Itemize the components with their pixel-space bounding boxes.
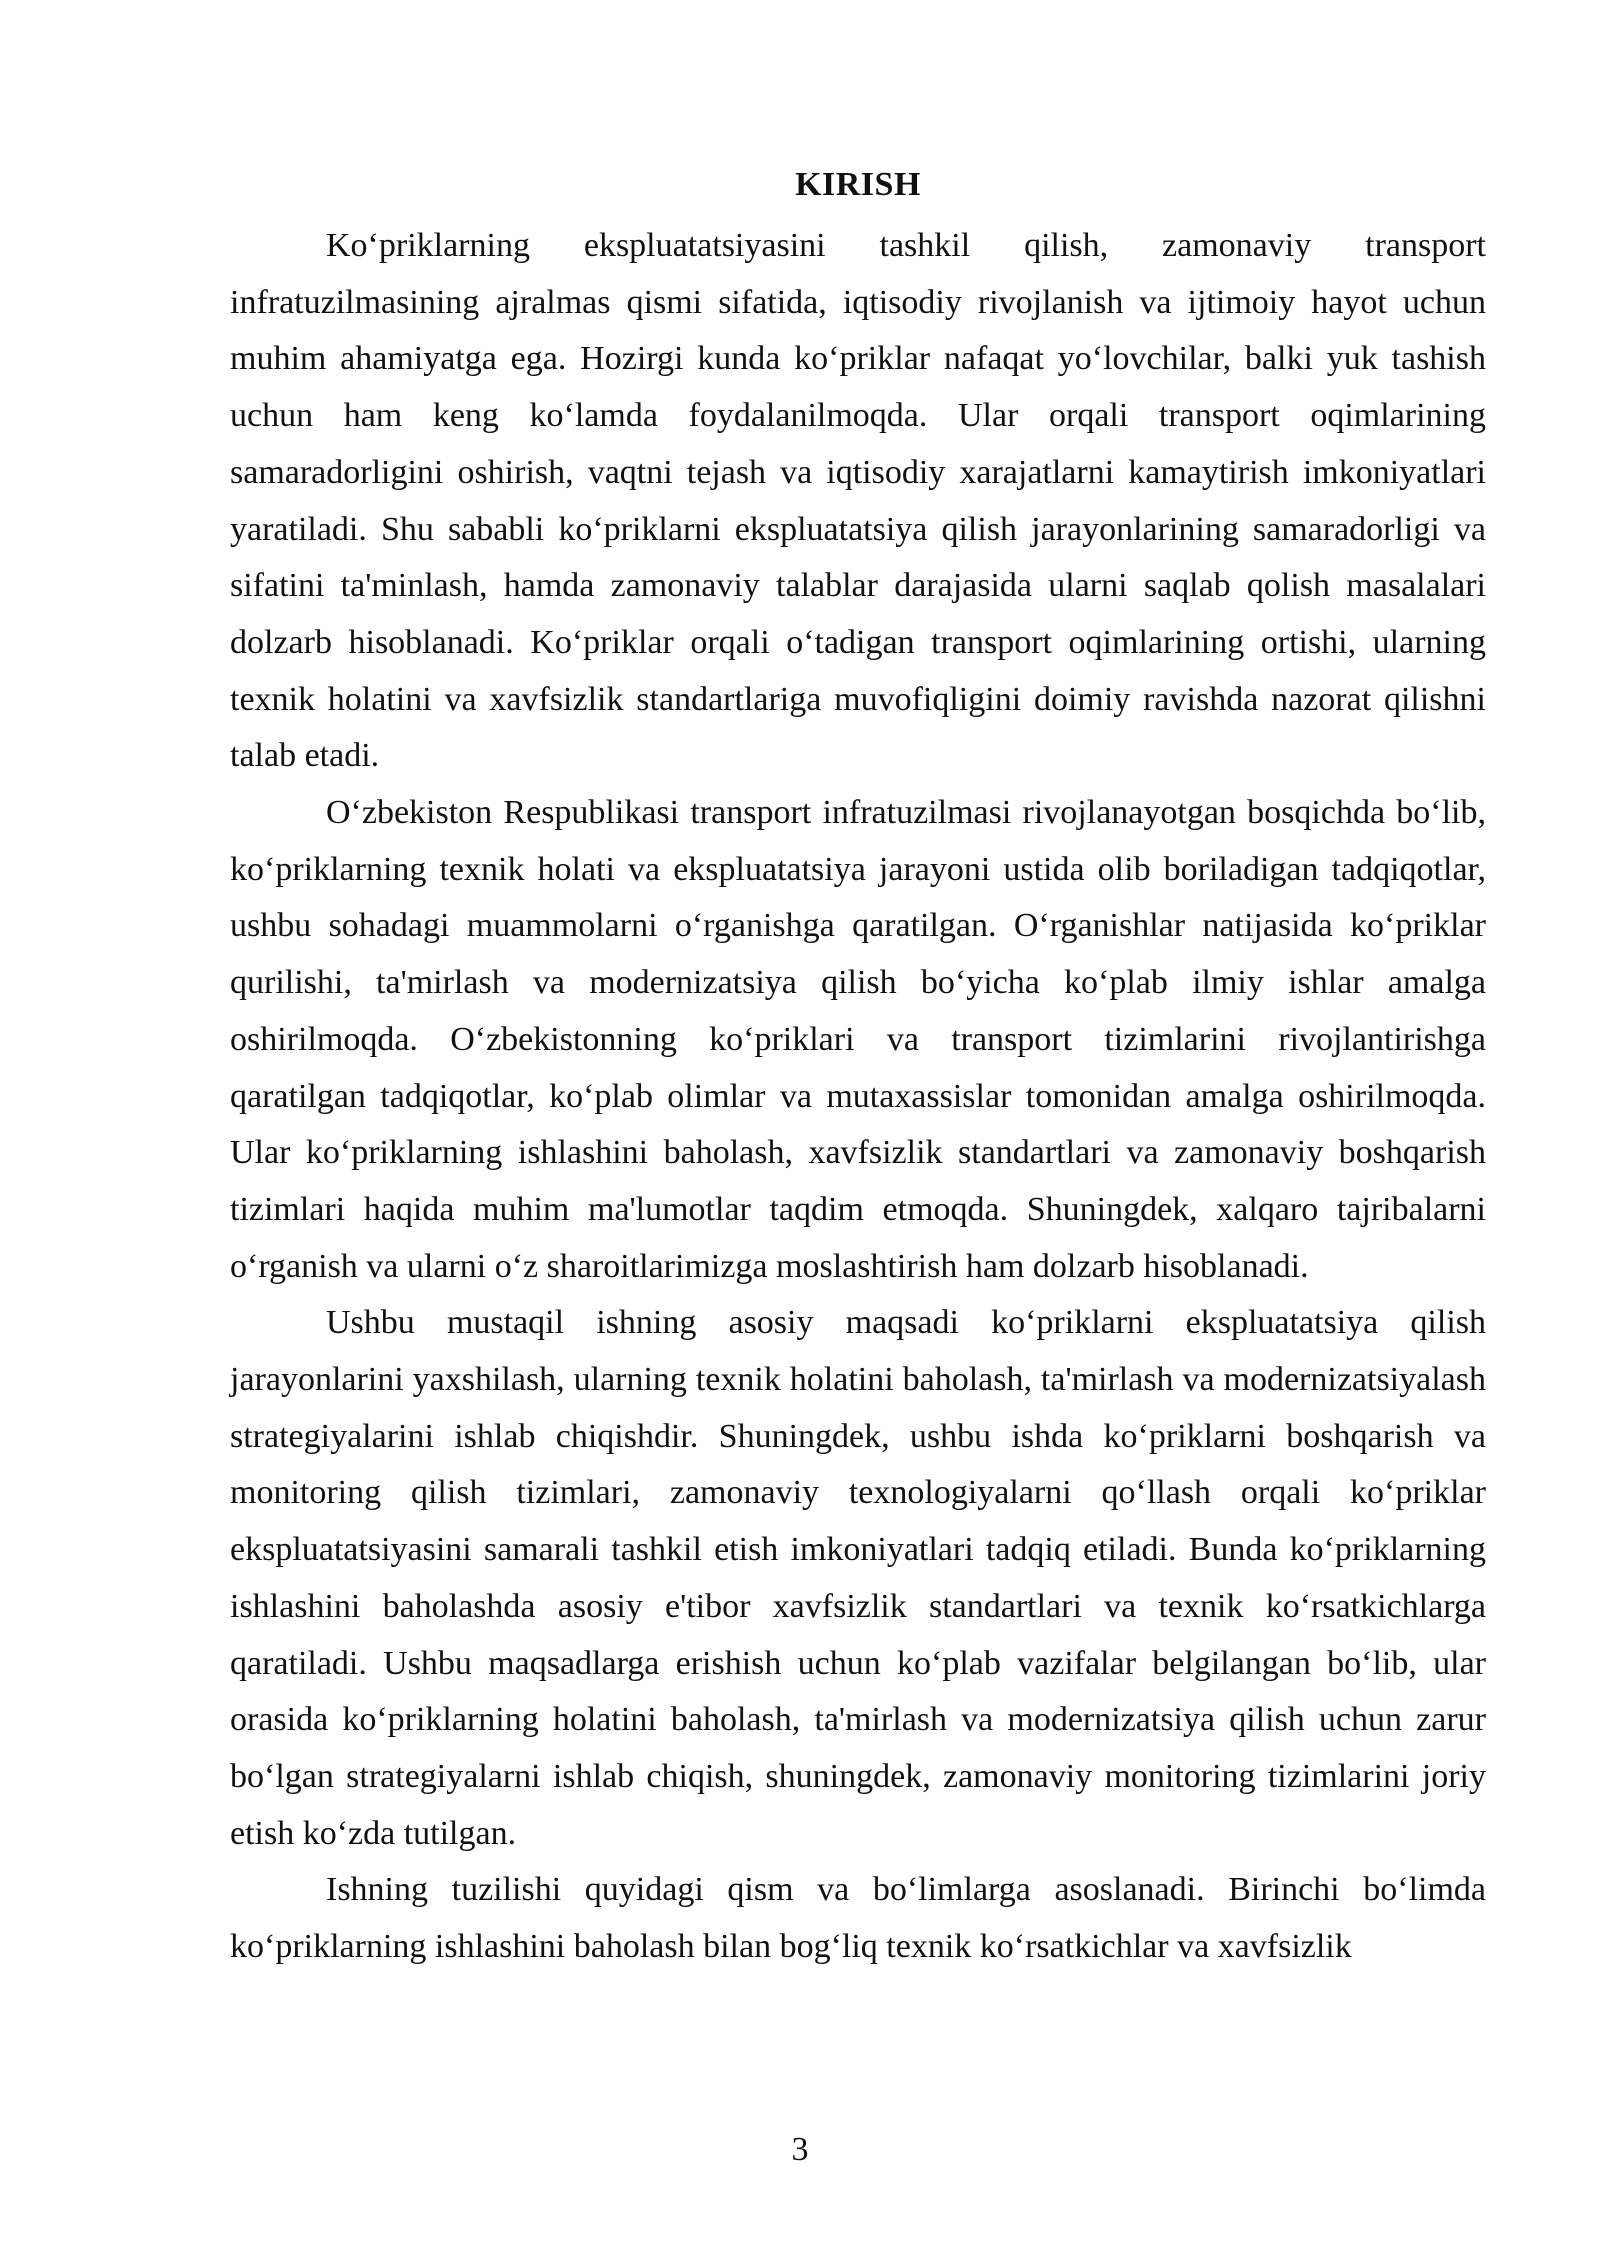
- paragraph-3: Ushbu mustaqil ishning asosiy maqsadi ko‘priklarni ekspluatatsiya qilish jarayonlarini yaxshilash, ularning texnik holatini baholash, ta'mirlash va modernizatsiyalash strategiyalarini ishlab chiqishdir. Shuningdek, ushbu ishda ko‘priklarni boshqarish va monitoring qilish tizimlari, zamonaviy texnologiyalarni qo‘llash orqali ko‘priklar ekspluatatsiyasini samarali tashkil etish imkoniyatlari tadqiq etiladi. Bunda ko‘priklarning ishlashini baholashda asosiy e'tibor xavfsizlik standartlari va texnik ko‘rsatkichlarga qaratiladi. Ushbu maqsadlarga erishish uchun ko‘plab vazifalar belgilangan bo‘lib, ular orasida ko‘priklarning holatini baholash, ta'mirlash va modernizatsiya qilish uchun zarur bo‘lgan strategiyalarni ishlab chiqish, shuningdek, zamonaviy monitoring tizimlarini joriy etish ko‘zda tutilgan.: [230, 1304, 1486, 1852]
- page-number: 3: [791, 2131, 809, 2168]
- page-title: KIRISH: [795, 166, 921, 203]
- paragraph-1: Ko‘priklarning ekspluatatsiyasini tashkil qilish, zamonaviy transport infratuzilmasining ajralmas qismi sifatida, iqtisodiy rivojlanish va ijtimoiy hayot uchun muhim ahamiyatga ega. Hozirgi kunda ko‘priklar nafaqat yo‘lovchilar, balki yuk tashish uchun ham keng ko‘lamda foydalanilmoqda. Ular orqali transport oqimlarining samaradorligini oshirish, vaqtni tejash va iqtisodiy xarajatlarni kamaytirish imkoniyatlari yaratiladi. Shu sababli ko‘priklarni ekspluatatsiya qilish jarayonlarining samaradorligi va sifatini ta'minlash, hamda zamonaviy talablar darajasida ularni saqlab qolish masalalari dolzarb hisoblanadi. Ko‘priklar orqali o‘tadigan transport oqimlarining ortishi, ularning texnik holatini va xavfsizlik standartlariga muvofiqligini doimiy ravishda nazorat qilishni talab etadi.: [230, 227, 1486, 775]
- paragraph-4: Ishning tuzilishi quyidagi qism va bo‘limlarga asoslanadi. Birinchi bo‘limda ko‘priklarning ishlashini baholash bilan bog‘liq texnik ko‘rsatkichlar va xavfsizlik: [230, 1871, 1486, 1966]
- paragraph-2: O‘zbekiston Respublikasi transport infratuzilmasi rivojlanayotgan bosqichda bo‘lib, ko‘priklarning texnik holati va ekspluatatsiya jarayoni ustida olib boriladigan tadqiqotlar, ushbu sohadagi muammolarni o‘rganishga qaratilgan. O‘rganishlar natijasida ko‘priklar qurilishi, ta'mirlash va modernizatsiya qilish bo‘yicha ko‘plab ilmiy ishlar amalga oshirilmoqda. O‘zbekistonning ko‘priklari va transport tizimlarini rivojlantirishga qaratilgan tadqiqotlar, ko‘plab olimlar va mutaxassislar tomonidan amalga oshirilmoqda. Ular ko‘priklarning ishlashini baholash, xavfsizlik standartlari va zamonaviy boshqarish tizimlari haqida muhim ma'lumotlar taqdim etmoqda. Shuningdek, xalqaro tajribalarni o‘rganish va ularni o‘z sharoitlarimizga moslashtirish ham dolzarb hisoblanadi.: [230, 794, 1486, 1285]
- page-content: [230, 160, 1486, 1976]
